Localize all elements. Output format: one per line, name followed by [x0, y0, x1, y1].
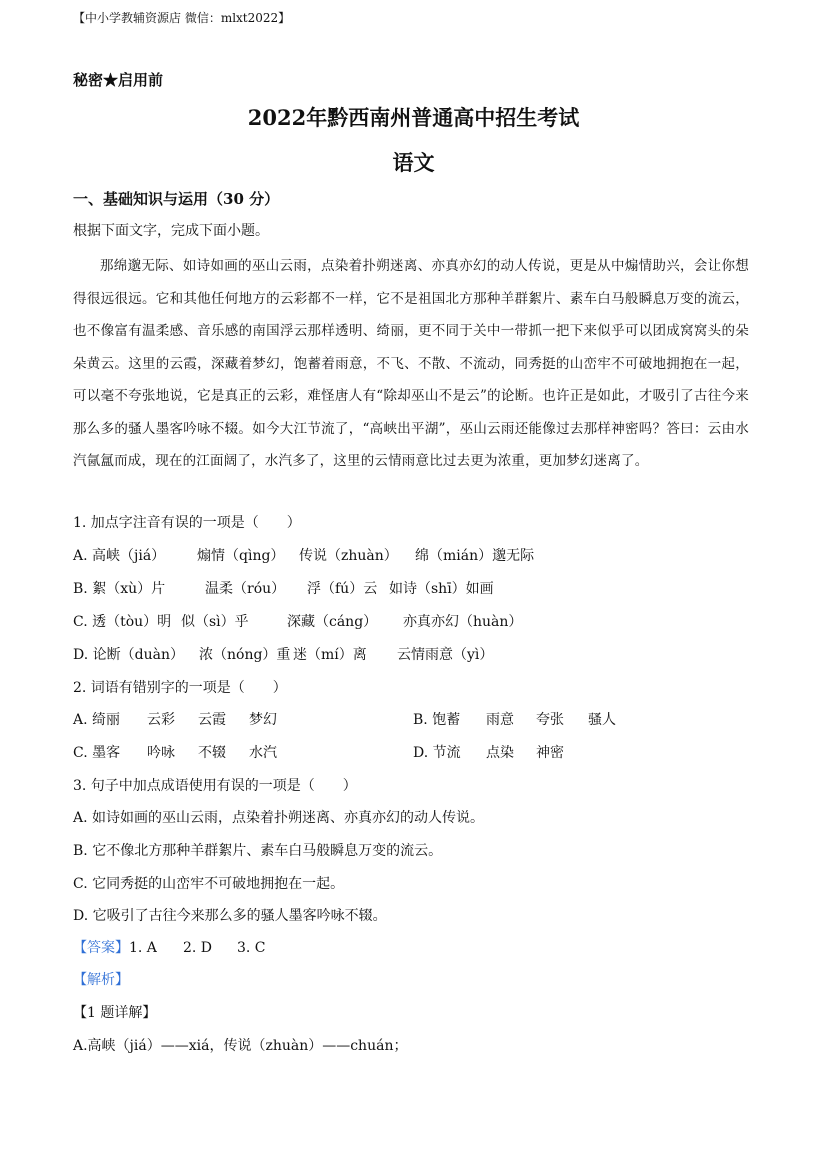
q2-c-item3: 不辍	[198, 745, 226, 761]
q1-c-item1: C. 透（tòu）明	[73, 614, 172, 630]
question-3-stem: 3. 句子中加点成语使用有误的一项是（ ）	[73, 778, 357, 794]
subject-title: 语文	[392, 150, 435, 175]
q1-d-item4: 云情雨意（yì）	[397, 647, 494, 663]
q2-c-item1: C. 墨客	[73, 745, 121, 761]
q2-b-item3: 夸张	[536, 712, 564, 728]
q2-option-d	[413, 743, 564, 763]
q1-b-item1: B. 絮（xù）片	[73, 581, 166, 597]
answer-2: 2. D	[183, 940, 213, 956]
q1-d-item1: D. 论断（duàn）	[73, 647, 184, 663]
answer-1: 1. A	[129, 940, 157, 956]
passage-text: 那绵邈无际、如诗如画的巫山云雨，点染着扑朔迷离、亦真亦幻的动人传说，更是从中煽情助兴，会让你想得很远很远。它和其他任何地方的云彩都不一样，它不是祖国北方那种羊群絮片、素车白马般瞬息万变的流云，也不像富有温柔感、音乐感的南国浮云那样透明、绮丽，更不同于关中一带抓一把下来似乎可以团成窝窝头的朵朵黄云。这里的云霞，深藏着梦幻，饱蓄着雨意，不飞、不散、不流动，同秀挺的山峦牢不可破地拥抱在一起，可以毫不夸张地说，它是真正的云彩，难怪唐人有“除却巫山不是云”的论断。也许正是如此，才吸引了古往今来那么多的骚人墨客吟咏不辍。如今大江节流了，“高峡出平湖”，巫山云雨还能像过去那样神密吗？答曰：云由水汽氤氲而成，现在的江面阔了，水汽多了，这里的云情雨意比过去更为浓重，更加梦幻迷离了。	[73, 258, 749, 469]
q1-c-item2: 似（sì）乎	[181, 614, 249, 630]
q2-a-item4: 梦幻	[249, 712, 277, 728]
q2-b-item1: B. 饱蓄	[413, 712, 461, 728]
detail-line: A.高峡（jiá）——xiá，传说（zhuàn）——chuán；	[73, 1038, 408, 1054]
q2-b-item2: 雨意	[486, 712, 514, 728]
q2-b-item4: 骚人	[588, 712, 616, 728]
q2-option-b	[413, 710, 616, 730]
q1-a-item4: 绵（mián）邈无际	[415, 548, 535, 564]
q1-a-item1: A. 高峡（jiá）	[73, 548, 166, 564]
reading-passage	[73, 250, 749, 478]
q1-b-item2: 温柔（róu）	[205, 581, 286, 597]
q2-d-item2: 点染	[486, 745, 514, 761]
detail-label: 【1 题详解】	[73, 1005, 157, 1021]
q2-option-a	[73, 710, 277, 730]
answer-row	[73, 938, 266, 958]
answer-3: 3. C	[237, 940, 266, 956]
q1-c-item4: 亦真亦幻（huàn）	[403, 614, 523, 630]
q2-a-item3: 云霞	[198, 712, 226, 728]
secret-label: 秘密★启用前	[73, 71, 164, 89]
intro-text: 根据下面文字，完成下面小题。	[73, 223, 269, 239]
q1-b-item4: 如诗（shī）如画	[389, 581, 494, 597]
q1-a-item2: 煽情（qìng）	[197, 548, 285, 564]
exam-title: 2022年黔西南州普通高中招生考试	[247, 105, 580, 130]
q1-c-item3: 深藏（cáng）	[287, 614, 378, 630]
analysis-label: 【解析】	[73, 972, 129, 988]
q2-d-item3: 神密	[536, 745, 564, 761]
q1-d-item3: 迷（mí）离	[293, 647, 367, 663]
question-2-stem: 2. 词语有错别字的一项是（ ）	[73, 680, 287, 696]
q1-option-d	[73, 645, 493, 665]
q3-option-d: D. 它吸引了古往今来那么多的骚人墨客吟咏不辍。	[73, 908, 387, 924]
q1-a-item3: 传说（zhuàn）	[299, 548, 398, 564]
question-1-stem: 1. 加点字注音有误的一项是（ ）	[73, 515, 301, 531]
q2-a-item2: 云彩	[147, 712, 175, 728]
answer-label: 【答案】	[73, 940, 129, 956]
q1-d-item2: 浓（nóng）重	[199, 647, 291, 663]
q2-a-item1: A. 绮丽	[73, 712, 121, 728]
q1-option-a	[73, 546, 534, 566]
q3-option-b: B. 它不像北方那种羊群絮片、素车白马般瞬息万变的流云。	[73, 843, 443, 859]
q1-option-c	[73, 612, 522, 632]
q1-option-b	[73, 579, 494, 599]
q2-option-c	[73, 743, 277, 763]
q2-c-item2: 吟咏	[147, 745, 175, 761]
q2-d-item1: D. 节流	[413, 745, 461, 761]
section-title: 一、基础知识与运用（30 分）	[73, 190, 280, 208]
q1-b-item3: 浮（fú）云	[307, 581, 378, 597]
q3-option-a: A. 如诗如画的巫山云雨，点染着扑朔迷离、亦真亦幻的动人传说。	[73, 810, 485, 826]
q2-c-item4: 水汽	[249, 745, 277, 761]
q3-option-c: C. 它同秀挺的山峦牢不可破地拥抱在一起。	[73, 876, 345, 892]
header-note: 【中小学教辅资源店 微信：mlxt2022】	[73, 11, 291, 25]
